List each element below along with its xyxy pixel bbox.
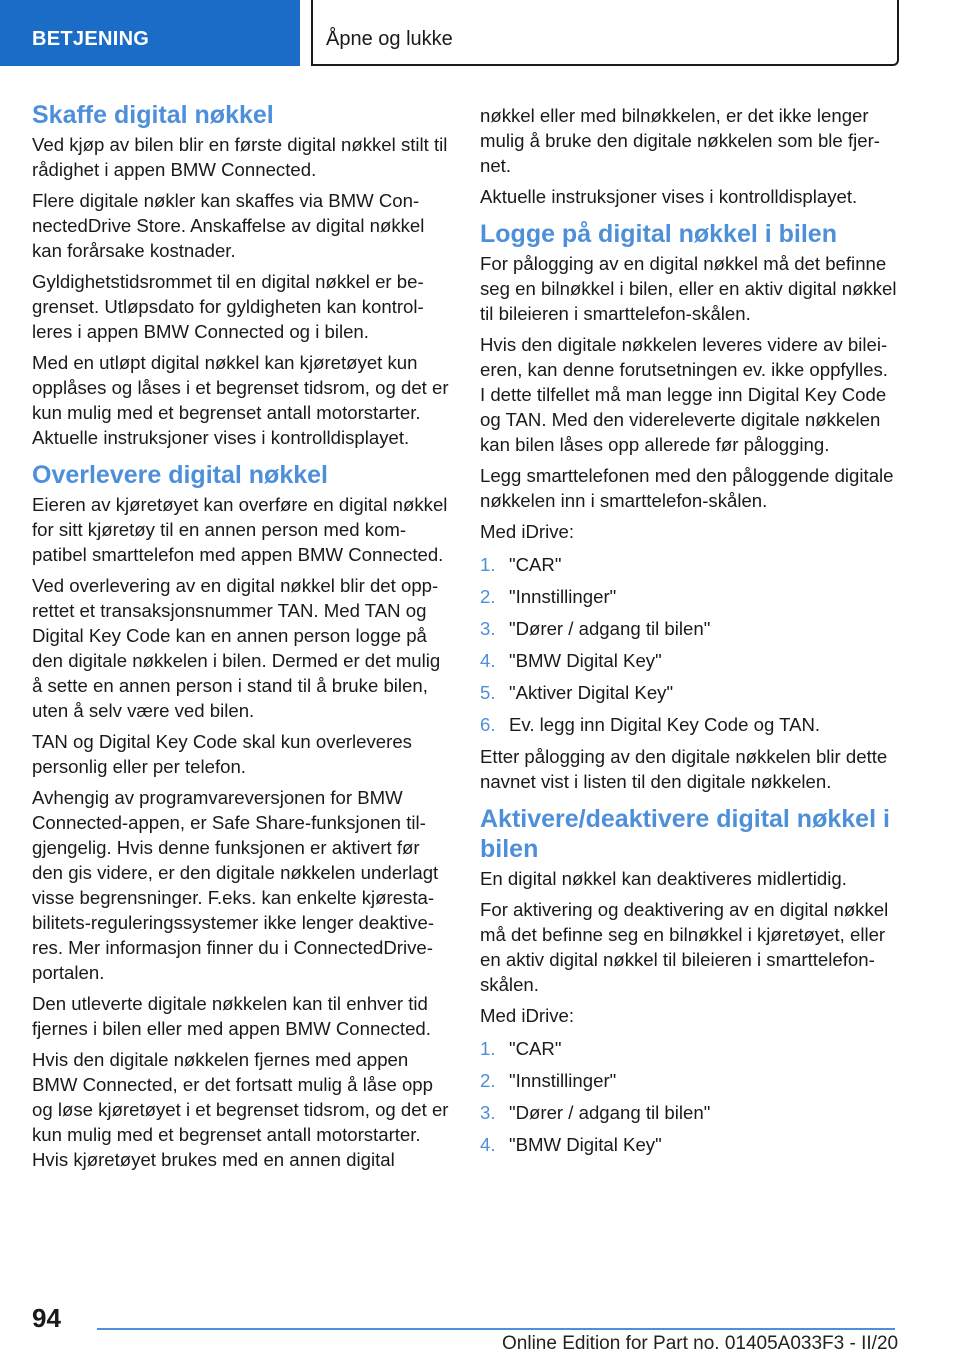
paragraph: Etter pålogging av den digitale nøkkelen blir dette navnet vist i listen til den digitale nøkkelen.: [480, 746, 888, 792]
steps-list: [480, 1036, 898, 1157]
heading-logge-pa: Logge på digital nøkkel i bilen: [480, 220, 837, 248]
step-number: 1.: [480, 554, 496, 575]
step-number: 1.: [480, 1038, 496, 1059]
paragraph: Aktuelle instruksjoner vises i kontrolldisplayet.: [480, 186, 858, 207]
heading-aktivere: Aktivere/deaktivere digital nøkkel i bilen: [480, 805, 890, 863]
step-text: "CAR": [509, 554, 562, 575]
step-text: "Dører / adgang til bilen": [509, 1102, 711, 1123]
paragraph: Legg smarttelefonen med den påloggende digitale nøkkelen inn i smarttelefon-skålen.: [480, 465, 894, 511]
paragraph: nøkkel eller med bilnøkkelen, er det ikke lenger mulig å bruke den digitale nøkkelen som ble fjernet.: [480, 105, 880, 176]
heading-skaffe: Skaffe digital nøkkel: [32, 101, 274, 129]
paragraph: Med en utløpt digital nøkkel kan kjøretøyet kun opplåses og låses i et begrenset tidsrom, og det er kun mulig med et begrenset antall motorstarter. Aktuelle instruksjoner vises i kontrolldisplayet.: [32, 352, 449, 448]
paragraph: Hvis den digitale nøkkelen leveres videre av bileieren, kan denne forutsetningen ev. ikke oppfylles. I dette tilfellet må man legge inn Digital Key Code og TAN. Med den videreleverte digitale nøkkelen kan bilen låses opp allerede før pålogging.: [480, 334, 888, 455]
page-number: 94: [32, 1303, 61, 1333]
paragraph: For aktivering og deaktivering av en digital nøkkel må det befinne seg en bilnøkkel i kjøretøyet, eller en aktiv digital nøkkel til bileieren i smarttelefonskålen.: [480, 899, 889, 995]
list-item: [480, 1100, 898, 1125]
list-item: [480, 648, 898, 673]
paragraph: For pålogging av en digital nøkkel må det befinne seg en bilnøkkel i bilen, eller en aktiv digital nøkkel til bileieren i smarttelefon-skålen.: [480, 253, 897, 324]
paragraph: Med iDrive:: [480, 1005, 575, 1026]
step-number: 4.: [480, 1134, 496, 1155]
step-text: "BMW Digital Key": [509, 1134, 662, 1155]
step-number: 4.: [480, 650, 496, 671]
list-item: [480, 584, 898, 609]
list-item: [480, 552, 898, 577]
step-number: 6.: [480, 714, 496, 735]
list-item: [480, 680, 898, 705]
step-text: Ev. legg inn Digital Key Code og TAN.: [509, 714, 821, 735]
list-item: [480, 1068, 898, 1093]
step-number: 2.: [480, 1070, 496, 1091]
paragraph: Avhengig av programvareversjonen for BMW Connected-appen, er Safe Share-funksjonen tilgjengelig. Hvis denne funksjonen er aktivert før den gis videre, er den digitale nøkkelen underlagt visse begrensninger. F.eks. kan enkelte kjørestabilitets-reguleringssystemer ikke lenger deaktiveres. Mer informasjon finner du i ConnectedDrive-portalen.: [32, 787, 439, 983]
list-item: [480, 1132, 898, 1157]
step-text: "CAR": [509, 1038, 562, 1059]
step-text: "Innstillinger": [509, 586, 617, 607]
right-column: [480, 103, 898, 1164]
step-text: "BMW Digital Key": [509, 650, 662, 671]
paragraph: Hvis den digitale nøkkelen fjernes med appen BMW Connected, er det fortsatt mulig å låse opp og løse kjøretøyet i et begrenset tidsrom, og det er kun mulig med et begrenset antall motorstarter. Hvis kjøretøyet brukes med en annen digital: [32, 1049, 449, 1170]
step-number: 3.: [480, 1102, 496, 1123]
paragraph: Gyldighetstidsrommet til en digital nøkkel er begrenset. Utløpsdato for gyldigheten kan kontrolleres i appen BMW Connected og i bilen.: [32, 271, 424, 342]
step-text: "Aktiver Digital Key": [509, 682, 674, 703]
left-column: [32, 100, 452, 1178]
step-text: "Dører / adgang til bilen": [509, 618, 711, 639]
paragraph: Ved overlevering av en digital nøkkel blir det opprettet et transaksjonsnummer TAN. Med TAN og Digital Key Code kan en annen person logge på den digitale nøkkelen i bilen. Dermed er det mulig å sette en annen person i stand til å bruke bilen, uten å selv være ved bilen.: [32, 575, 441, 721]
page-header: [0, 0, 960, 66]
footer-divider: [97, 1328, 895, 1330]
edition-text: Online Edition for Part no. 01405A033F3 - II/20: [502, 1333, 899, 1354]
paragraph: TAN og Digital Key Code skal kun overleveres personlig eller per telefon.: [32, 731, 412, 777]
heading-overlevere: Overlevere digital nøkkel: [32, 461, 328, 489]
step-number: 3.: [480, 618, 496, 639]
steps-list: [480, 552, 898, 737]
paragraph: Eieren av kjøretøyet kan overføre en digital nøkkel for sitt kjøretøy til en annen person med kompatibel smarttelefon med appen BMW Connected.: [32, 494, 448, 565]
paragraph: Flere digitale nøkler kan skaffes via BMW ConnectedDrive Store. Anskaffelse av digital nøkkel kan forårsake kostnader.: [32, 190, 425, 261]
paragraph: En digital nøkkel kan deaktiveres midlertidig.: [480, 868, 847, 889]
list-item: [480, 1036, 898, 1061]
step-text: "Innstillinger": [509, 1070, 617, 1091]
section-title: Åpne og lukke: [326, 28, 453, 50]
paragraph: Den utleverte digitale nøkkelen kan til enhver tid fjernes i bilen eller med appen BMW Connected.: [32, 993, 431, 1039]
paragraph: Med iDrive:: [480, 521, 575, 542]
chapter-tab: BETJENING: [0, 0, 300, 66]
step-number: 5.: [480, 682, 496, 703]
list-item: [480, 616, 898, 641]
paragraph: Ved kjøp av bilen blir en første digital nøkkel stilt til rådighet i appen BMW Connected.: [32, 134, 448, 180]
step-number: 2.: [480, 586, 496, 607]
list-item: [480, 712, 898, 737]
